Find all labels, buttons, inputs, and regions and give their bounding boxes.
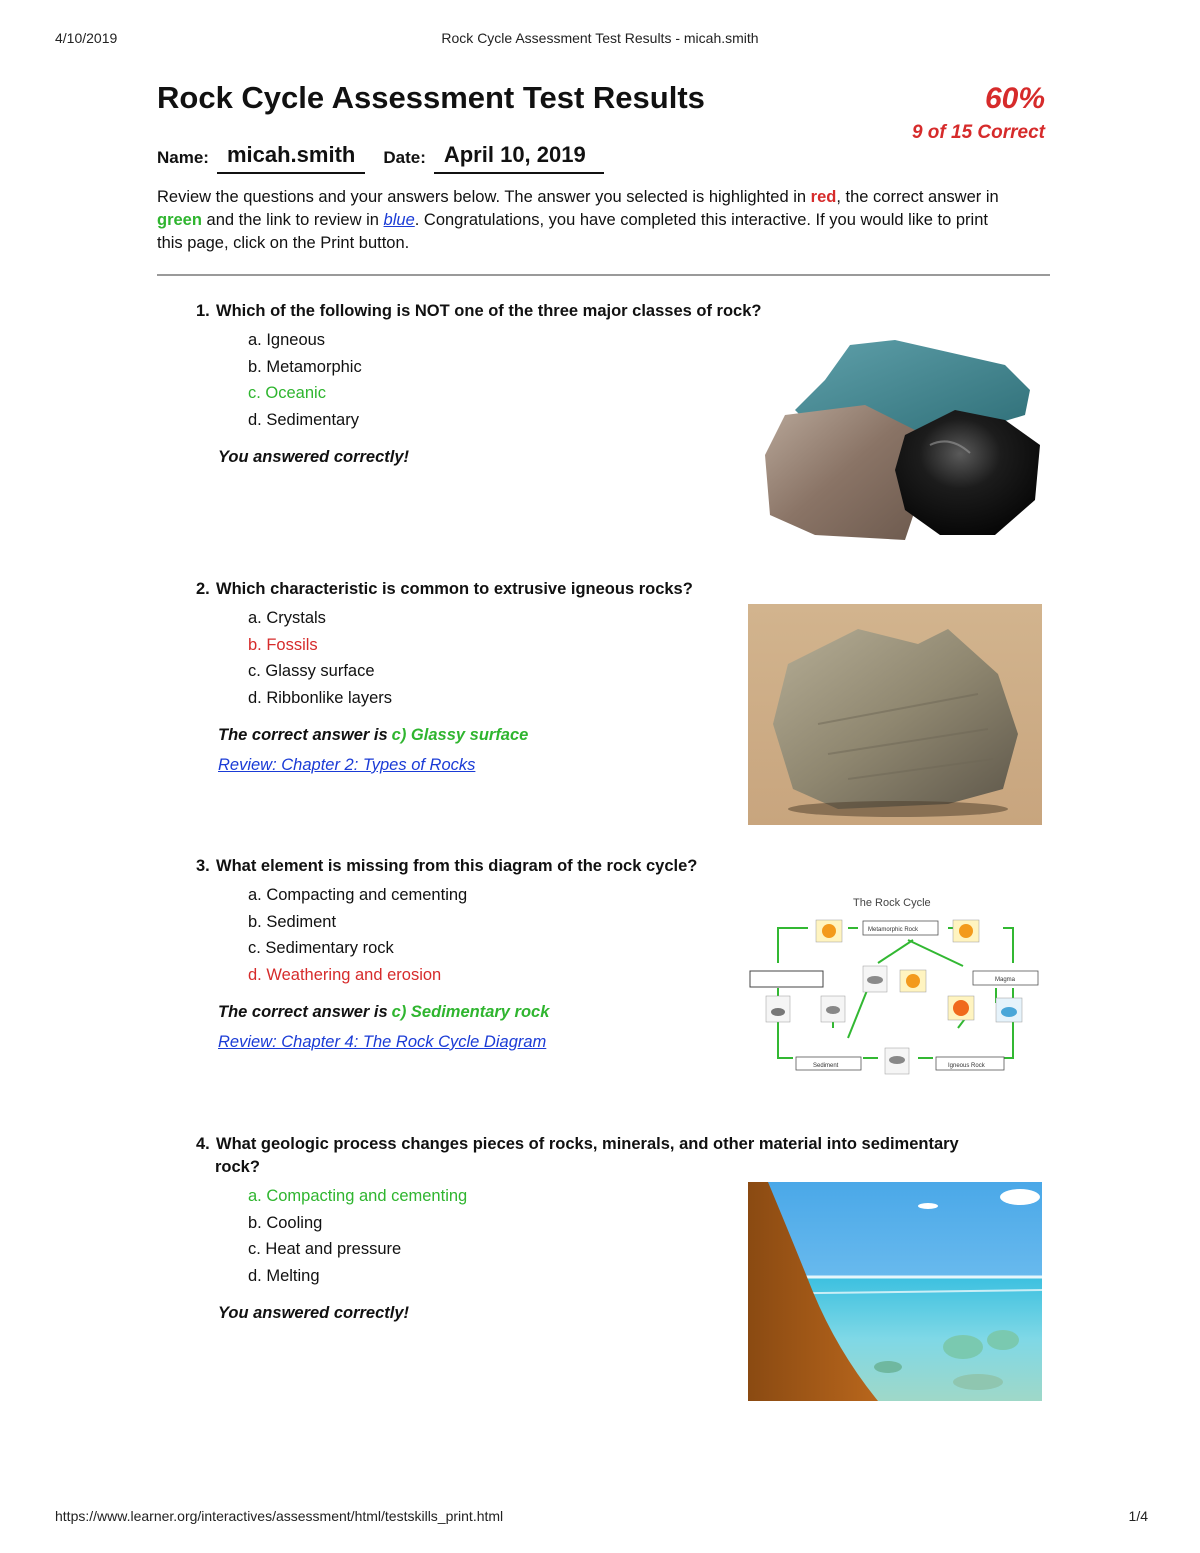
- legend-blue: blue: [383, 211, 415, 229]
- weathering-icon: [766, 996, 790, 1022]
- option-b: b. Metamorphic: [248, 357, 362, 376]
- review-link[interactable]: Review: Chapter 4: The Rock Cycle Diagram: [218, 1032, 547, 1051]
- print-url: https://www.learner.org/interactives/assessment/html/testskills_print.html: [55, 1508, 504, 1524]
- option-c: c. Glassy surface: [248, 662, 375, 681]
- pressure-icon: [863, 966, 887, 992]
- option-d: d. Sedimentary: [248, 411, 359, 430]
- question-text: 1. Which of the following is NOT one of the three major classes of rock?: [196, 302, 762, 320]
- rock-cycle-diagram: [748, 888, 1048, 1078]
- page-title: Rock Cycle Assessment Test Results: [157, 80, 705, 115]
- heat-icon: [900, 970, 926, 992]
- score-box: [912, 82, 1045, 144]
- option-c: c. Sedimentary rock: [248, 939, 394, 958]
- option-d: d. Ribbonlike layers: [248, 689, 392, 708]
- option-b: b. Fossils: [248, 635, 318, 654]
- diagram-title: The Rock Cycle: [853, 897, 931, 909]
- print-date: 4/10/2019: [55, 30, 118, 46]
- option-a: a. Crystals: [248, 609, 326, 627]
- option-b: b. Sediment: [248, 912, 337, 931]
- heat-icon: [953, 920, 979, 942]
- option-a: a. Compacting and cementing: [248, 1187, 468, 1205]
- correct-answer: c) Sedimentary rock: [391, 1002, 550, 1021]
- correct-answer: c) Glassy surface: [391, 725, 529, 744]
- option-d: d. Weathering and erosion: [248, 966, 442, 985]
- question-text: 3. What element is missing from this diagram of the rock cycle?: [196, 857, 698, 875]
- sea-cliff-image: [748, 1182, 1042, 1401]
- date-label: Date:: [383, 148, 426, 167]
- option-a: a. Compacting and cementing: [248, 886, 468, 904]
- divider: [157, 274, 1050, 276]
- review-link[interactable]: Review: Chapter 2: Types of Rocks: [218, 755, 476, 774]
- label-magma: Magma: [995, 977, 1016, 983]
- result-text: You answered correctly!: [218, 447, 410, 466]
- weathering-icon: [821, 996, 845, 1022]
- result-text: The correct answer is c) Sedimentary rock: [218, 1002, 550, 1021]
- granite-rock-image: [748, 604, 1042, 825]
- cooling-icon: [996, 998, 1022, 1022]
- name-label: Name:: [157, 148, 209, 167]
- option-b: b. Cooling: [248, 1213, 323, 1232]
- question-text: 2. Which characteristic is common to extrusive igneous rocks?: [196, 580, 693, 598]
- intro-text: Review the questions and your answers below. The answer you selected is highlighted in red, the correct answer in green and the link to review in blue. Congratulations, you have completed this interactive. If you would like to print this page, click on the Print button.: [157, 188, 999, 252]
- student-name: micah.smith: [217, 142, 365, 174]
- student-info: [157, 140, 604, 174]
- label-sediment: Sediment: [813, 1063, 839, 1069]
- heat-icon: [816, 920, 842, 942]
- test-date: April 10, 2019: [434, 142, 604, 174]
- question-text: 4. What geologic process changes pieces of rocks, minerals, and other material into sedimentary rock?: [196, 1135, 959, 1176]
- rock-samples-image: [755, 335, 1050, 550]
- score-summary: 9 of 15 Correct: [911, 122, 1045, 143]
- label-metamorphic: Metamorphic Rock: [868, 927, 919, 933]
- option-c: c. Oceanic: [248, 384, 326, 403]
- score-percent: 60%: [984, 82, 1045, 115]
- result-text: The correct answer is c) Glassy surface: [218, 725, 529, 744]
- option-c: c. Heat and pressure: [248, 1240, 402, 1259]
- option-d: d. Melting: [248, 1267, 320, 1286]
- label-igneous: Igneous Rock: [948, 1063, 985, 1069]
- heat-icon: [948, 996, 974, 1020]
- print-page-number: 1/4: [1128, 1508, 1148, 1524]
- print-page-title: Rock Cycle Assessment Test Results - micah.smith: [441, 30, 759, 46]
- legend-green: green: [157, 211, 202, 229]
- legend-red: red: [810, 188, 837, 206]
- weathering-icon: [885, 1048, 909, 1074]
- result-text: You answered correctly!: [218, 1303, 410, 1322]
- option-a: a. Igneous: [248, 331, 326, 349]
